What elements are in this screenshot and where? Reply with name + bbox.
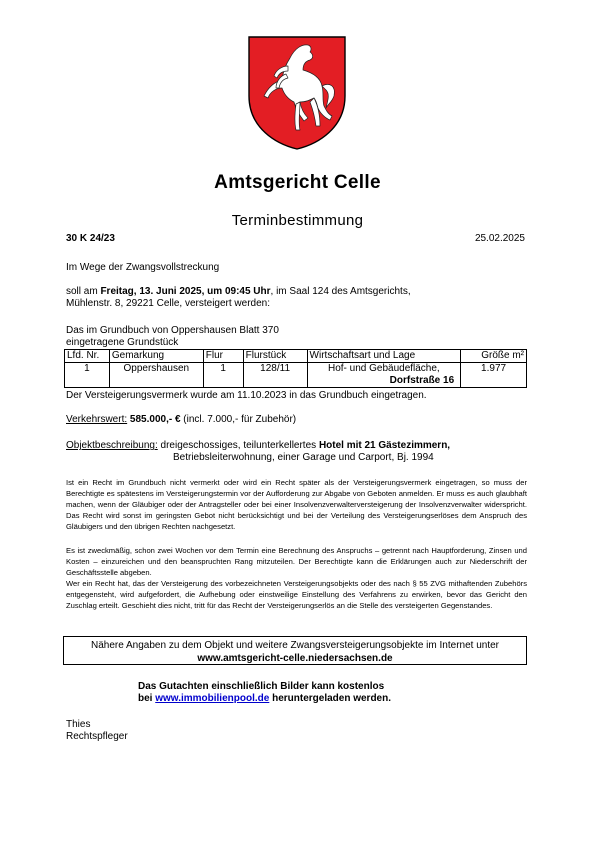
objekt-label: Objektbeschreibung:	[66, 440, 158, 451]
info-box-url[interactable]: www.amtsgericht-celle.niedersachsen.de	[197, 653, 393, 664]
objekt-line-2: Betriebsleiterwohnung, einer Garage und Carport, Bj. 1994	[173, 452, 434, 463]
col-header-groesse: Größe m²	[461, 350, 527, 363]
vermerk-line: Der Versteigerungsvermerk wurde am 11.10.2023 in das Grundbuch eingetragen.	[66, 390, 427, 401]
objekt-text: dreigeschossiges, teilunterkellertes	[157, 440, 319, 451]
gutachten-pre: bei	[138, 693, 156, 704]
register-line-1: Das im Grundbuch von Oppershausen Blatt 370	[66, 325, 279, 336]
register-line-2: eingetragene Grundstück	[66, 337, 179, 348]
gutachten-line-2	[138, 693, 391, 705]
cell-lage	[307, 363, 461, 388]
legal-paragraph-3: Wer ein Recht hat, das der Versteigerung des vorbezeichneten Versteigerungsobjekts oder des nach § 55 ZVG mithaftenden Zubehörs entgegensteht, wird aufgefordert, die Aufhebung oder einstweilige Einstellung des Verfahrens zu erwirken, bevor das Gericht den Zuschlag erteilt. Geschieht dies nicht, tritt für das Recht der Versteigerungserlös an die Stelle des versteigerten Gegenstandes.	[66, 579, 527, 610]
objekt-hotel: Hotel mit 21 Gästezimmern,	[318, 440, 451, 451]
gutachten-post: heruntergeladen werden.	[269, 693, 392, 704]
gutachten-line-1: Das Gutachten einschließlich Bilder kann kostenlos	[138, 681, 385, 692]
schedule-post: , im Saal 124 des Amtsgerichts,	[270, 286, 411, 297]
cell-lage-address: Dorfstraße 16	[389, 375, 455, 386]
cell-nr: 1	[65, 363, 110, 388]
cell-lage-type: Hof- und Gebäudefläche,	[327, 363, 440, 374]
col-header-flurstueck: Flurstück	[243, 350, 307, 363]
col-header-wirtschaftsart: Wirtschaftsart und Lage	[307, 350, 461, 363]
signature-name: Thies	[66, 719, 91, 730]
col-header-gemarkung: Gemarkung	[109, 350, 203, 363]
info-box	[63, 636, 527, 665]
schedule-datetime: Freitag, 13. Juni 2025, um 09:45 Uhr	[100, 286, 271, 297]
verkehrswert-label: Verkehrswert:	[66, 414, 128, 425]
property-table	[64, 349, 527, 388]
verkehrswert-note: (incl. 7.000,- für Zubehör)	[180, 414, 297, 425]
col-header-lfd-nr: Lfd. Nr.	[65, 350, 110, 363]
legal-paragraph-1: Ist ein Recht im Grundbuch nicht vermerkt oder wird ein Recht später als der Versteigerungsvermerk eingetragen, so muss der Berechtigte es spätestens im Versteigerungstermin vor der Aufforderung zur Abgabe von Geboten anmelden. Er muss es auch glaubhaft machen, wenn der Gläubiger oder der Antragsteller oder bei einer Insolvenzverwalterversteigerung der Insolvenzverwalter widerspricht. Das Recht wird sonst im geringsten Gebot nicht berücksichtigt und bei der Verteilung des Versteigerungserlöses dem Anspruch des Gläubigers und den übrigen Rechten nachgesetzt.	[66, 478, 527, 531]
table-header-row	[65, 350, 527, 363]
cell-gemarkung: Oppershausen	[109, 363, 203, 388]
signature-role: Rechtspfleger	[66, 731, 128, 742]
col-header-flur: Flur	[203, 350, 243, 363]
coat-of-arms-horse-icon	[248, 36, 346, 150]
verkehrswert-value: 585.000,- €	[129, 414, 181, 425]
objekt-line	[66, 440, 450, 452]
intro-line: Im Wege der Zwangsvollstreckung	[66, 262, 220, 273]
verkehrswert-line	[66, 414, 296, 426]
cell-flur: 1	[203, 363, 243, 388]
file-number: 30 K 24/23	[66, 233, 115, 244]
document-title: Terminbestimmung	[231, 212, 364, 229]
table-row	[65, 363, 527, 388]
cell-groesse: 1.977	[461, 363, 527, 388]
immobilienpool-link[interactable]: www.immobilienpool.de	[155, 693, 270, 704]
court-name: Amtsgericht Celle	[214, 172, 381, 193]
info-box-text: Nähere Angaben zu dem Objekt und weitere Zwangsversteigerungsobjekte im Internet unter	[90, 640, 499, 651]
legal-paragraph-2: Es ist zweckmäßig, schon zwei Wochen vor dem Termin eine Berechnung des Anspruchs – getrennt nach Hauptforderung, Zinsen und Kosten – einzureichen und den beanspruchten Rang mitzuteilen. Der Berechtigte kann die Erklärungen auch zur Niederschrift der Geschäftsstelle abgeben.	[66, 546, 527, 577]
cell-flurstueck: 128/11	[243, 363, 307, 388]
schedule-line	[66, 286, 411, 298]
schedule-pre: soll am	[66, 286, 101, 297]
document-date: 25.02.2025	[474, 233, 525, 244]
schedule-address: Mühlenstr. 8, 29221 Celle, versteigert werden:	[66, 298, 270, 309]
